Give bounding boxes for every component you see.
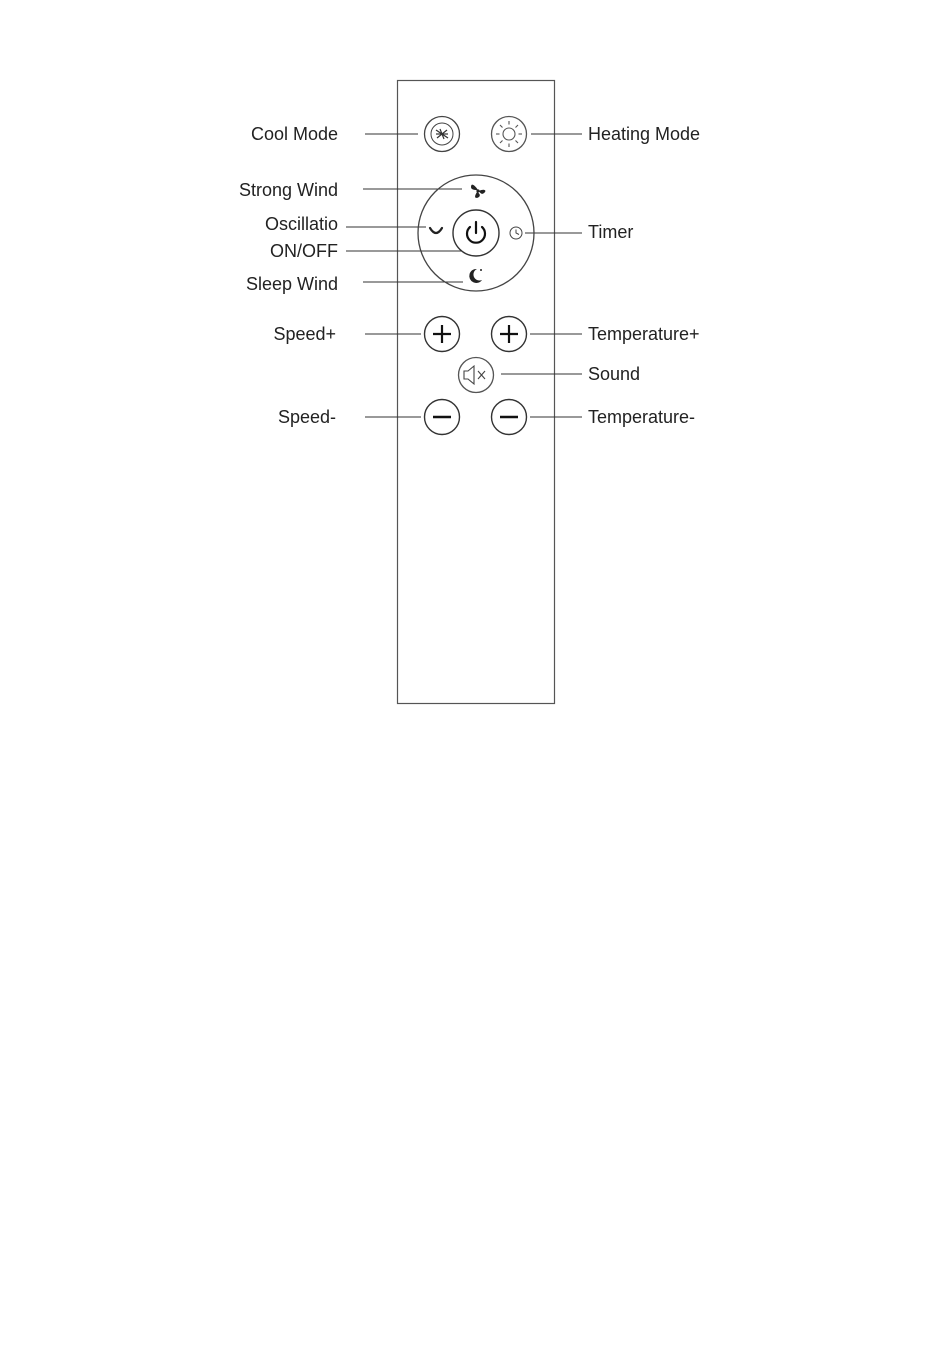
- label-heating-mode: Heating Mode: [588, 124, 701, 144]
- label-oscillation: Oscillatio: [264, 214, 338, 234]
- label-speed-minus: Speed-: [277, 407, 336, 427]
- cool-mode-button[interactable]: [425, 117, 460, 152]
- temperature-minus-button[interactable]: [492, 400, 527, 435]
- label-strong-wind: Strong Wind: [238, 180, 338, 200]
- strong-wind-button[interactable]: [471, 185, 485, 198]
- moon-icon: [469, 269, 482, 283]
- sleep-wind-button[interactable]: [469, 269, 482, 283]
- label-cool-mode: Cool Mode: [250, 124, 338, 144]
- oscillation-button[interactable]: [430, 228, 442, 233]
- label-speed-plus: Speed+: [273, 324, 336, 344]
- fan-icon: [471, 185, 485, 198]
- label-temperature-plus: Temperature+: [588, 324, 700, 344]
- label-sound: Sound: [588, 364, 641, 384]
- speed-plus-button[interactable]: [425, 317, 460, 352]
- label-timer: Timer: [588, 222, 634, 242]
- label-sleep-wind: Sleep Wind: [245, 274, 338, 294]
- timer-button[interactable]: [510, 227, 522, 239]
- temperature-plus-button[interactable]: [492, 317, 527, 352]
- sound-button[interactable]: [459, 358, 494, 393]
- speed-minus-button[interactable]: [425, 400, 460, 435]
- power-button[interactable]: [453, 210, 499, 256]
- clock-icon: [510, 227, 522, 239]
- label-on-off: ON/OFF: [270, 241, 338, 261]
- label-temperature-minus: Temperature-: [588, 407, 696, 427]
- oscillation-icon: [430, 228, 442, 233]
- heating-mode-button[interactable]: [492, 117, 527, 152]
